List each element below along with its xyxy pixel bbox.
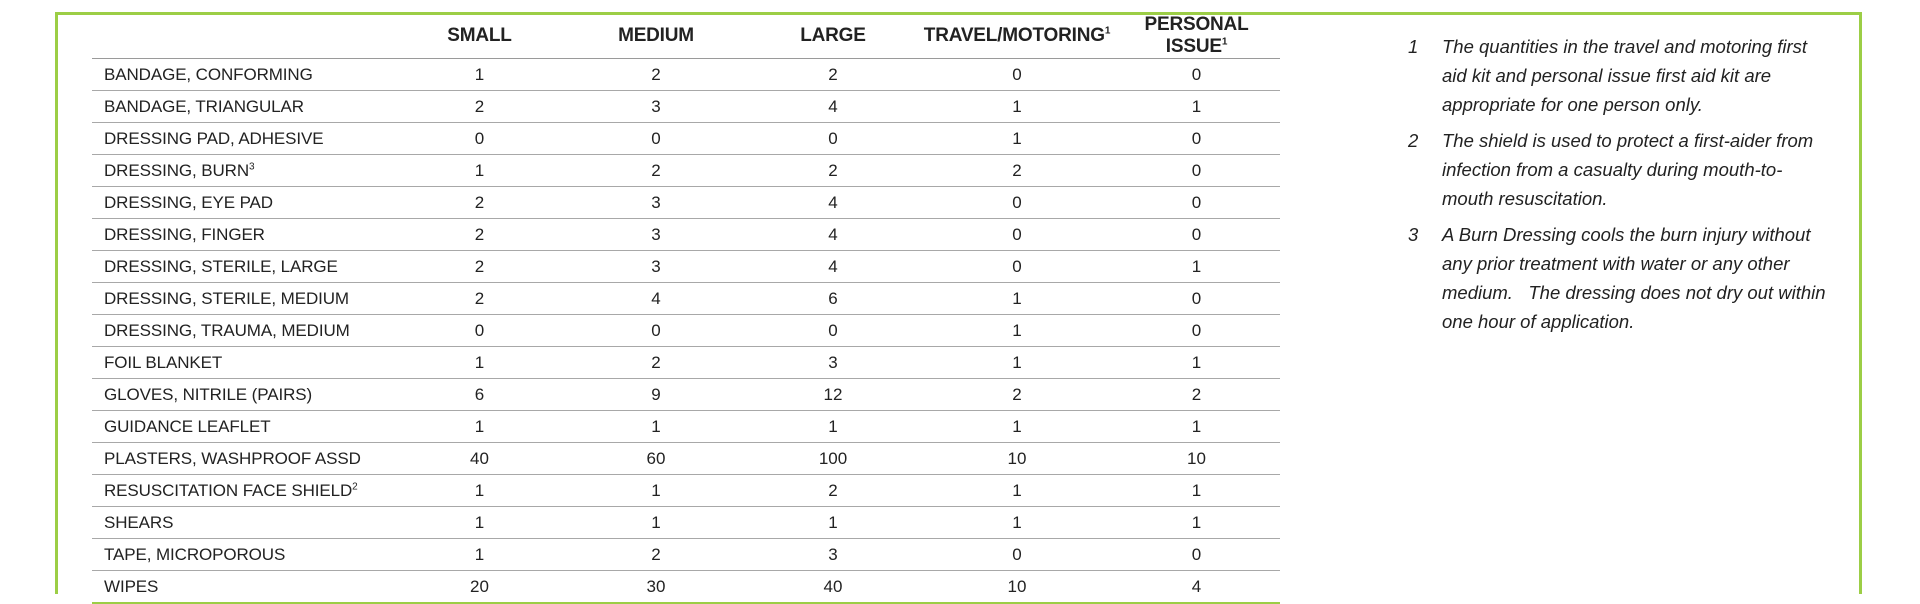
quantity-small: 6 xyxy=(392,379,567,411)
quantity-personal: 1 xyxy=(1113,507,1280,539)
footnote-number: 2 xyxy=(1408,130,1419,151)
footnote-number: 1 xyxy=(1408,36,1419,57)
header-personal-issue xyxy=(1113,14,1280,59)
header-small: SMALL xyxy=(392,14,567,59)
item-name: DRESSING PAD, ADHESIVE xyxy=(104,128,324,148)
quantity-small: 1 xyxy=(392,59,567,91)
item-name: FOIL BLANKET xyxy=(104,352,223,372)
table-row xyxy=(92,123,1280,155)
table-row xyxy=(92,91,1280,123)
quantity-small: 1 xyxy=(392,507,567,539)
quantity-medium: 3 xyxy=(567,187,745,219)
quantity-large: 0 xyxy=(745,123,921,155)
quantity-large: 40 xyxy=(745,571,921,604)
item-name: BANDAGE, CONFORMING xyxy=(104,64,313,84)
quantity-small: 0 xyxy=(392,315,567,347)
item-name: GLOVES, NITRILE (PAIRS) xyxy=(104,384,313,404)
quantity-medium: 0 xyxy=(567,315,745,347)
item-name: BANDAGE, TRIANGULAR xyxy=(104,96,304,116)
quantity-medium: 2 xyxy=(567,59,745,91)
item-name: DRESSING, STERILE, MEDIUM xyxy=(104,288,349,308)
quantity-medium: 1 xyxy=(567,507,745,539)
quantity-travel: 1 xyxy=(921,315,1113,347)
quantity-large: 4 xyxy=(745,91,921,123)
quantity-medium: 1 xyxy=(567,475,745,507)
quantity-travel: 0 xyxy=(921,187,1113,219)
item-name: PLASTERS, WASHPROOF ASSD xyxy=(104,448,361,468)
table-row xyxy=(92,187,1280,219)
table-row xyxy=(92,411,1280,443)
quantity-medium: 2 xyxy=(567,539,745,571)
table-body xyxy=(92,59,1280,604)
table-row xyxy=(92,251,1280,283)
quantity-medium: 2 xyxy=(567,155,745,187)
quantity-travel: 0 xyxy=(921,219,1113,251)
quantity-medium: 0 xyxy=(567,123,745,155)
table-row xyxy=(92,283,1280,315)
footnote-text: A Burn Dressing cools the burn injury without any prior treatment with water or any other medium. The dressing does not dry out within one hour of application. xyxy=(1442,224,1831,332)
item-name-cell xyxy=(92,123,392,155)
table-row xyxy=(92,443,1280,475)
quantity-small: 1 xyxy=(392,411,567,443)
item-name: DRESSING, FINGER xyxy=(104,224,265,244)
table-row xyxy=(92,155,1280,187)
header-personal-label: PERSONAL ISSUE xyxy=(1144,14,1249,57)
quantity-medium: 1 xyxy=(567,411,745,443)
header-travel-motoring xyxy=(921,14,1113,59)
item-name-cell xyxy=(92,155,392,187)
quantity-personal: 1 xyxy=(1113,475,1280,507)
footnote xyxy=(1408,32,1828,119)
quantity-small: 2 xyxy=(392,219,567,251)
quantity-large: 100 xyxy=(745,443,921,475)
footnote-text: The shield is used to protect a first-aider from infection from a casualty during mouth-to-mouth resuscitation. xyxy=(1442,130,1819,209)
quantity-travel: 10 xyxy=(921,443,1113,475)
quantity-travel: 1 xyxy=(921,411,1113,443)
item-name: TAPE, MICROPOROUS xyxy=(104,544,286,564)
quantity-personal: 0 xyxy=(1113,283,1280,315)
table-row xyxy=(92,347,1280,379)
footnotes xyxy=(1408,32,1831,343)
quantity-small: 40 xyxy=(392,443,567,475)
item-name: DRESSING, STERILE, LARGE xyxy=(104,256,338,276)
quantity-personal: 1 xyxy=(1113,251,1280,283)
item-name-cell xyxy=(92,283,392,315)
quantity-large: 2 xyxy=(745,59,921,91)
item-footnote-ref: 3 xyxy=(249,160,255,172)
footnote xyxy=(1408,220,1831,336)
quantity-personal: 0 xyxy=(1113,123,1280,155)
quantity-large: 4 xyxy=(745,219,921,251)
quantity-personal: 0 xyxy=(1113,539,1280,571)
item-name: WIPES xyxy=(104,576,159,596)
quantity-travel: 1 xyxy=(921,91,1113,123)
table-row xyxy=(92,571,1280,604)
quantity-travel: 1 xyxy=(921,507,1113,539)
quantity-small: 2 xyxy=(392,251,567,283)
quantity-small: 2 xyxy=(392,283,567,315)
quantity-medium: 2 xyxy=(567,347,745,379)
header-travel-label: TRAVEL/MOTORING xyxy=(923,25,1105,46)
quantity-travel: 2 xyxy=(921,155,1113,187)
table-row xyxy=(92,219,1280,251)
footnote-number: 3 xyxy=(1408,224,1419,245)
quantity-small: 20 xyxy=(392,571,567,604)
item-name-cell xyxy=(92,315,392,347)
table-row xyxy=(92,379,1280,411)
quantity-personal: 4 xyxy=(1113,571,1280,604)
quantity-medium: 60 xyxy=(567,443,745,475)
header-large: LARGE xyxy=(745,14,921,59)
quantity-small: 1 xyxy=(392,155,567,187)
item-name: GUIDANCE LEAFLET xyxy=(104,416,271,436)
quantity-large: 1 xyxy=(745,411,921,443)
quantity-small: 0 xyxy=(392,123,567,155)
quantity-small: 1 xyxy=(392,347,567,379)
item-name-cell xyxy=(92,219,392,251)
quantity-travel: 1 xyxy=(921,283,1113,315)
quantity-personal: 1 xyxy=(1113,91,1280,123)
header-medium: MEDIUM xyxy=(567,14,745,59)
quantity-travel: 0 xyxy=(921,251,1113,283)
quantity-large: 4 xyxy=(745,187,921,219)
table-row xyxy=(92,475,1280,507)
quantity-medium: 3 xyxy=(567,251,745,283)
header-item xyxy=(92,14,392,59)
quantity-travel: 0 xyxy=(921,539,1113,571)
quantity-personal: 10 xyxy=(1113,443,1280,475)
table-row xyxy=(92,539,1280,571)
item-name-cell xyxy=(92,91,392,123)
item-name-cell xyxy=(92,379,392,411)
item-footnote-ref: 2 xyxy=(352,480,358,492)
quantity-small: 1 xyxy=(392,475,567,507)
quantity-personal: 0 xyxy=(1113,59,1280,91)
quantity-small: 2 xyxy=(392,187,567,219)
item-name-cell xyxy=(92,475,392,507)
quantity-travel: 2 xyxy=(921,379,1113,411)
quantity-large: 1 xyxy=(745,507,921,539)
quantity-personal: 2 xyxy=(1113,379,1280,411)
quantity-large: 3 xyxy=(745,347,921,379)
quantity-large: 6 xyxy=(745,283,921,315)
quantity-large: 12 xyxy=(745,379,921,411)
item-name: DRESSING, BURN xyxy=(104,160,250,180)
item-name-cell xyxy=(92,507,392,539)
item-name-cell xyxy=(92,251,392,283)
header-travel-note: 1 xyxy=(1104,25,1111,37)
item-name-cell xyxy=(92,571,392,604)
quantity-personal: 0 xyxy=(1113,315,1280,347)
item-name-cell xyxy=(92,187,392,219)
quantity-medium: 3 xyxy=(567,91,745,123)
quantity-travel: 10 xyxy=(921,571,1113,604)
table-row xyxy=(92,507,1280,539)
header-personal-note: 1 xyxy=(1221,36,1228,48)
table-header-row xyxy=(92,14,1280,59)
item-name-cell xyxy=(92,443,392,475)
quantity-medium: 30 xyxy=(567,571,745,604)
footnote xyxy=(1408,126,1828,213)
quantity-travel: 1 xyxy=(921,123,1113,155)
item-name: DRESSING, EYE PAD xyxy=(104,192,273,212)
item-name: SHEARS xyxy=(104,512,174,532)
first-aid-kit-table xyxy=(92,14,1280,604)
item-name-cell xyxy=(92,347,392,379)
quantity-medium: 3 xyxy=(567,219,745,251)
quantity-personal: 1 xyxy=(1113,347,1280,379)
quantity-small: 2 xyxy=(392,91,567,123)
footnote-text: The quantities in the travel and motoring first aid kit and personal issue first aid kit are appropriate for one person only. xyxy=(1442,36,1813,115)
quantity-large: 4 xyxy=(745,251,921,283)
quantity-large: 3 xyxy=(745,539,921,571)
quantity-medium: 9 xyxy=(567,379,745,411)
quantity-personal: 0 xyxy=(1113,155,1280,187)
quantity-large: 0 xyxy=(745,315,921,347)
quantity-travel: 0 xyxy=(921,59,1113,91)
quantity-medium: 4 xyxy=(567,283,745,315)
quantity-personal: 0 xyxy=(1113,187,1280,219)
quantity-travel: 1 xyxy=(921,347,1113,379)
item-name-cell xyxy=(92,411,392,443)
quantity-travel: 1 xyxy=(921,475,1113,507)
quantity-large: 2 xyxy=(745,155,921,187)
quantity-large: 2 xyxy=(745,475,921,507)
item-name: RESUSCITATION FACE SHIELD xyxy=(104,480,353,500)
item-name-cell xyxy=(92,539,392,571)
quantity-personal: 0 xyxy=(1113,219,1280,251)
quantity-personal: 1 xyxy=(1113,411,1280,443)
table-row xyxy=(92,315,1280,347)
item-name: DRESSING, TRAUMA, MEDIUM xyxy=(104,320,350,340)
item-name-cell xyxy=(92,59,392,91)
table-row xyxy=(92,59,1280,91)
quantity-small: 1 xyxy=(392,539,567,571)
